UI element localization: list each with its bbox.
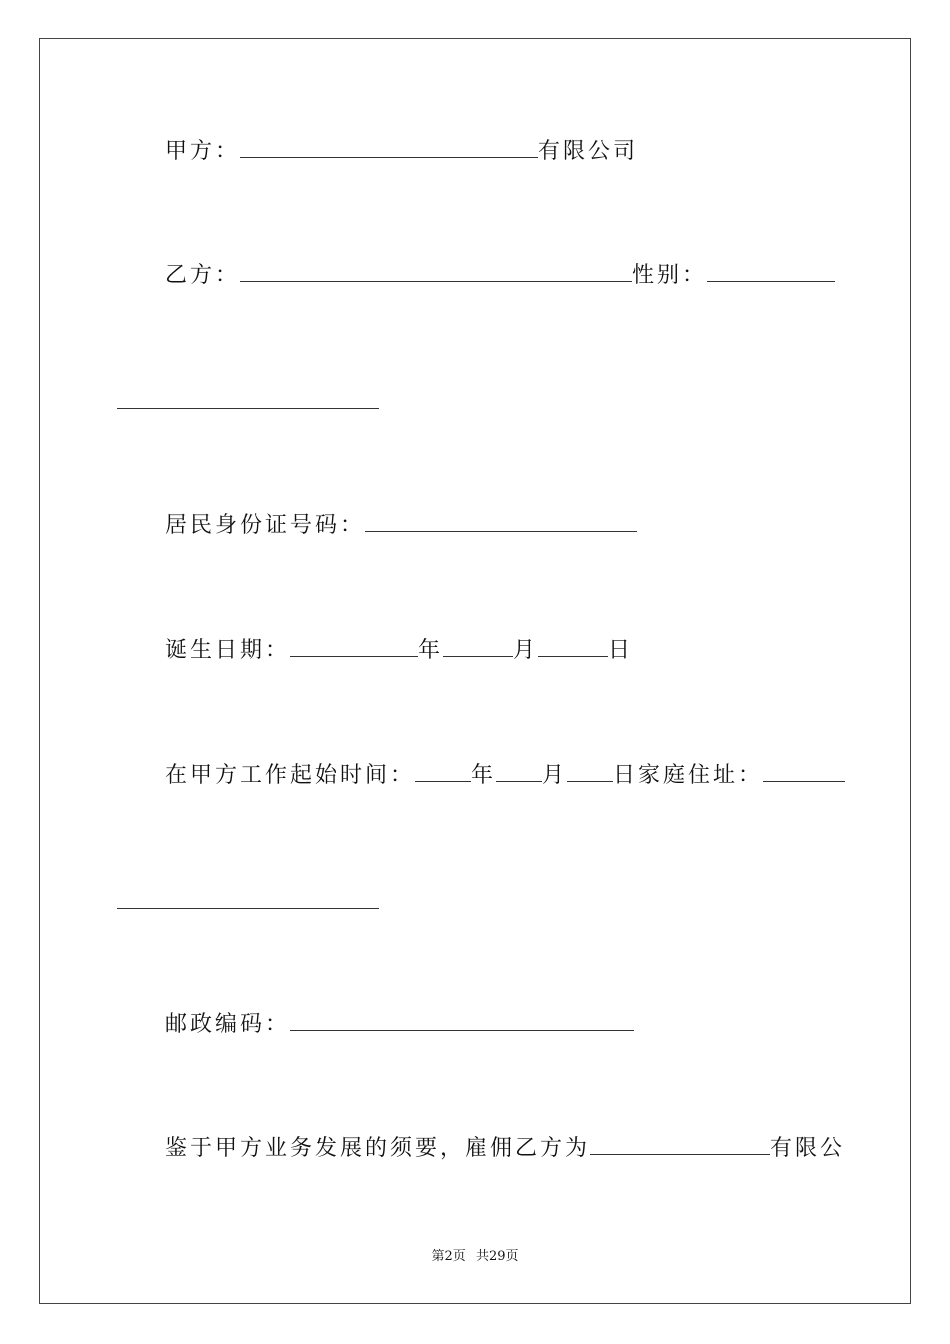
start-line xyxy=(165,759,845,791)
birth-year-text: 年 xyxy=(418,638,444,663)
id-line xyxy=(165,509,637,541)
birth-year-blank[interactable] xyxy=(290,634,418,657)
party-a-label: 甲方： xyxy=(165,139,241,164)
start-label: 在甲方工作起始时间： xyxy=(165,763,416,788)
id-number-blank[interactable] xyxy=(365,509,637,532)
party-a-suffix: 有限公司 xyxy=(538,139,639,164)
gender-blank-continuation[interactable] xyxy=(117,407,379,409)
page-number: 第2页 xyxy=(431,1249,466,1264)
birth-day-blank[interactable] xyxy=(538,634,608,657)
page-total: 共29页 xyxy=(475,1249,519,1264)
gender-label: 性别： xyxy=(632,263,708,288)
hire-line xyxy=(165,1132,845,1164)
hire-company-blank[interactable] xyxy=(590,1132,770,1155)
birth-month-blank[interactable] xyxy=(443,634,513,657)
id-label: 居民身份证号码： xyxy=(165,513,366,538)
birth-day-text: 日 xyxy=(608,638,634,663)
start-month-blank[interactable] xyxy=(496,759,542,782)
start-month-text: 月 xyxy=(542,763,568,788)
start-day-blank[interactable] xyxy=(567,759,613,782)
start-year-text: 年 xyxy=(471,763,497,788)
postcode-line xyxy=(165,1008,634,1040)
postcode-blank[interactable] xyxy=(290,1008,634,1031)
party-a-line xyxy=(165,135,638,167)
address-label: 日家庭住址： xyxy=(613,763,764,788)
party-b-blank[interactable] xyxy=(240,259,632,282)
party-b-label: 乙方： xyxy=(165,263,241,288)
gender-blank[interactable] xyxy=(707,259,835,282)
address-blank-continuation[interactable] xyxy=(117,907,379,909)
birth-label: 诞生日期： xyxy=(165,638,291,663)
postcode-label: 邮政编码： xyxy=(165,1012,291,1037)
hire-text: 鉴于甲方业务发展的须要，雇佣乙方为 xyxy=(165,1136,591,1161)
address-blank[interactable] xyxy=(763,759,845,782)
start-year-blank[interactable] xyxy=(415,759,471,782)
hire-suffix: 有限公 xyxy=(770,1136,846,1161)
party-b-line xyxy=(165,259,835,291)
party-a-blank[interactable] xyxy=(240,135,538,158)
page-border xyxy=(39,38,911,1304)
birth-month-text: 月 xyxy=(513,638,539,663)
page-footer xyxy=(0,1245,950,1264)
birth-line xyxy=(165,634,633,666)
